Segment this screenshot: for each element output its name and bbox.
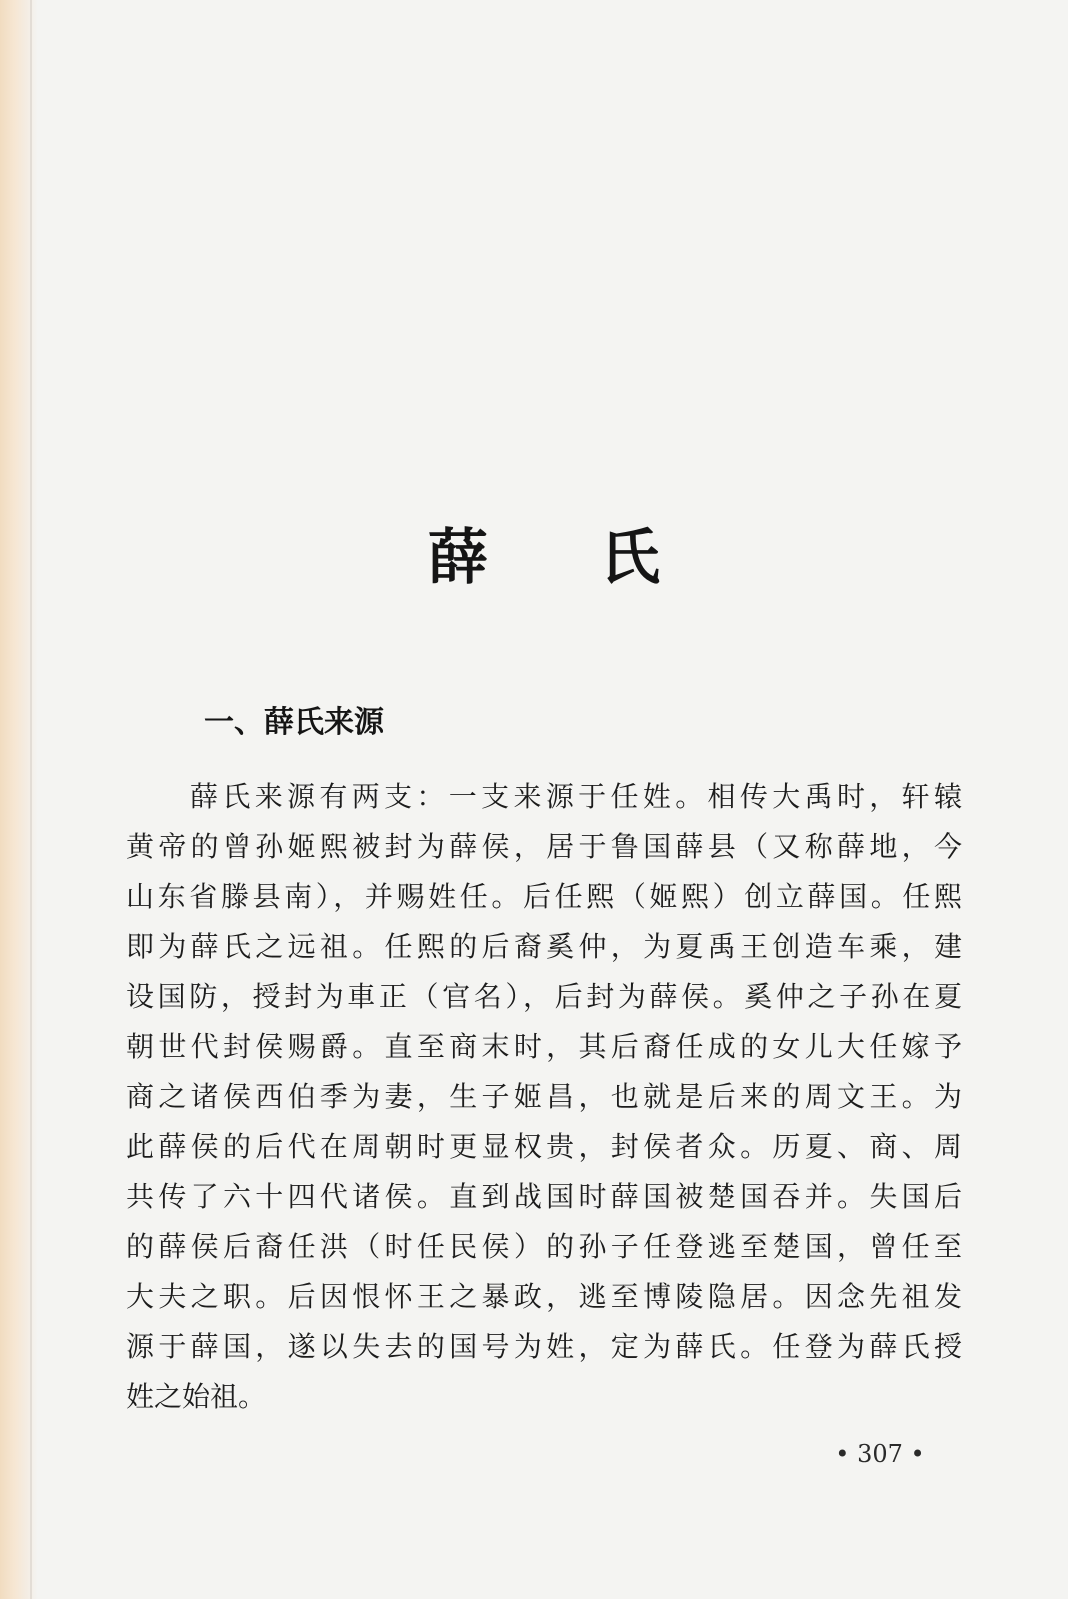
paragraph-line-last: 姓之始祖。 <box>126 1380 267 1413</box>
page-binding-edge <box>0 0 38 1599</box>
page-number: • 307 • <box>835 1440 925 1468</box>
paragraph-line: 的薛侯后裔任洪（时任民侯）的孙子任登逃至楚国，曾任至 <box>126 1230 962 1263</box>
paragraph-line: 源于薛国，遂以失去的国号为姓，定为薛氏。任登为薛氏授 <box>126 1330 962 1363</box>
paragraph-line: 共传了六十四代诸侯。直到战国时薛国被楚国吞并。失国后 <box>126 1180 962 1213</box>
body-paragraph <box>126 772 962 1422</box>
paragraph-line: 设国防，授封为車正（官名），后封为薛侯。奚仲之子孙在夏 <box>126 980 962 1013</box>
paragraph-line: 此薛侯的后代在周朝时更显权贵，封侯者众。历夏、商、周 <box>126 1130 962 1163</box>
paragraph-line: 朝世代封侯赐爵。直至商末时，其后裔任成的女儿大任嫁予 <box>126 1030 962 1063</box>
page-title <box>0 520 1068 596</box>
paragraph-line: 大夫之职。后因恨怀王之暴政，逃至博陵隐居。因念先祖发 <box>126 1280 962 1313</box>
title-character-2: 氏 <box>600 523 660 593</box>
section-heading: 一、薛氏来源 <box>204 705 384 740</box>
paragraph-line: 即为薛氏之远祖。任熙的后裔奚仲，为夏禹王创造车乘，建 <box>126 930 962 963</box>
paragraph-line: 商之诸侯西伯季为妻，生子姬昌，也就是后来的周文王。为 <box>126 1080 962 1113</box>
paragraph-line: 山东省滕县南），并赐姓任。后任熙（姬熙）创立薛国。任熙 <box>126 880 962 913</box>
paragraph-line: 黄帝的曾孙姬熙被封为薛侯，居于鲁国薛县（又称薛地，今 <box>126 830 962 863</box>
title-character-1: 薛 <box>428 523 488 593</box>
paragraph-line: 薛氏来源有两支：一支来源于任姓。相传大禹时，轩辕 <box>190 780 962 813</box>
